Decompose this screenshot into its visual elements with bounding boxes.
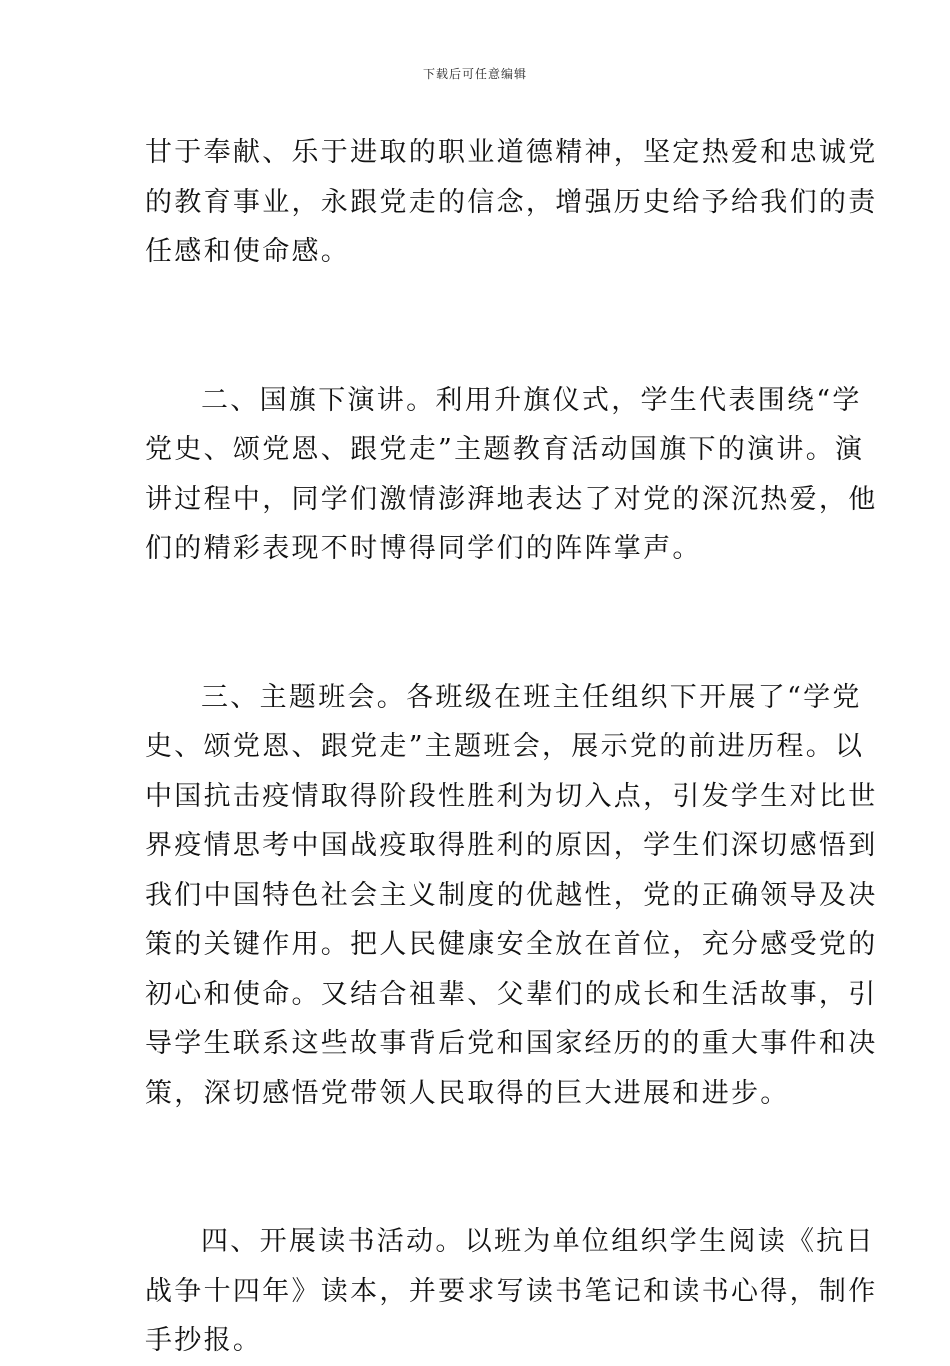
text-line: 甘于奉献、乐于进取的职业道德精神，坚定热爱和忠诚党: [145, 137, 878, 168]
paragraph-flag-speech: [145, 376, 878, 574]
paragraph-gap: [145, 574, 807, 673]
paragraph-continuation: [145, 128, 878, 277]
text-line: 史、颂党恩、跟党走”主题班会，展示党的前进历程。以: [145, 731, 865, 762]
document-body: [145, 128, 878, 1366]
paragraph-class-meeting: [145, 673, 878, 1119]
text-line: 二、国旗下演讲。利用升旗仪式，学生代表围绕“学: [201, 384, 862, 416]
text-line: 初心和使命。又结合祖辈、父辈们的成长和生活故事，引: [145, 978, 878, 1010]
paragraph-reading-activity: [145, 1217, 878, 1366]
text-line: 任感和使命感。: [145, 236, 351, 267]
text-line: 中国抗击疫情取得阶段性胜利为切入点，引发学生对比世: [145, 780, 878, 812]
text-line: 界疫情思考中国战疫取得胜利的原因，学生们深切感悟到: [145, 830, 878, 861]
text-line: 党史、颂党恩、跟党走”主题教育活动国旗下的演讲。演: [145, 434, 865, 465]
paragraph-gap: [145, 277, 807, 376]
text-line: 导学生联系这些故事背后党和国家经历的的重大事件和决: [145, 1028, 878, 1059]
text-line: 策，深切感悟党带领人民取得的巨大进展和进步。: [145, 1077, 790, 1109]
text-line: 的教育事业，永跟党走的信念，增强历史给予给我们的责: [145, 186, 878, 218]
paragraph-gap: [145, 1118, 807, 1217]
text-line: 讲过程中，同学们激情澎湃地表达了对党的深沉热爱，他: [145, 483, 878, 515]
text-line: 四、开展读书活动。以班为单位组织学生阅读《抗日: [201, 1226, 875, 1257]
text-line: 策的关键作用。把人民健康安全放在首位，充分感受党的: [145, 929, 878, 960]
text-line: 们的精彩表现不时博得同学们的阵阵掌声。: [145, 533, 702, 564]
text-line: 战争十四年》读本，并要求写读书笔记和读书心得，制作: [145, 1275, 878, 1307]
text-line: 三、主题班会。各班级在班主任组织下开展了“学党: [201, 681, 862, 713]
text-line: 我们中国特色社会主义制度的优越性，党的正确领导及决: [145, 879, 878, 911]
header-note: 下载后可任意编辑: [422, 67, 527, 81]
text-line: 手抄报。: [145, 1325, 263, 1356]
